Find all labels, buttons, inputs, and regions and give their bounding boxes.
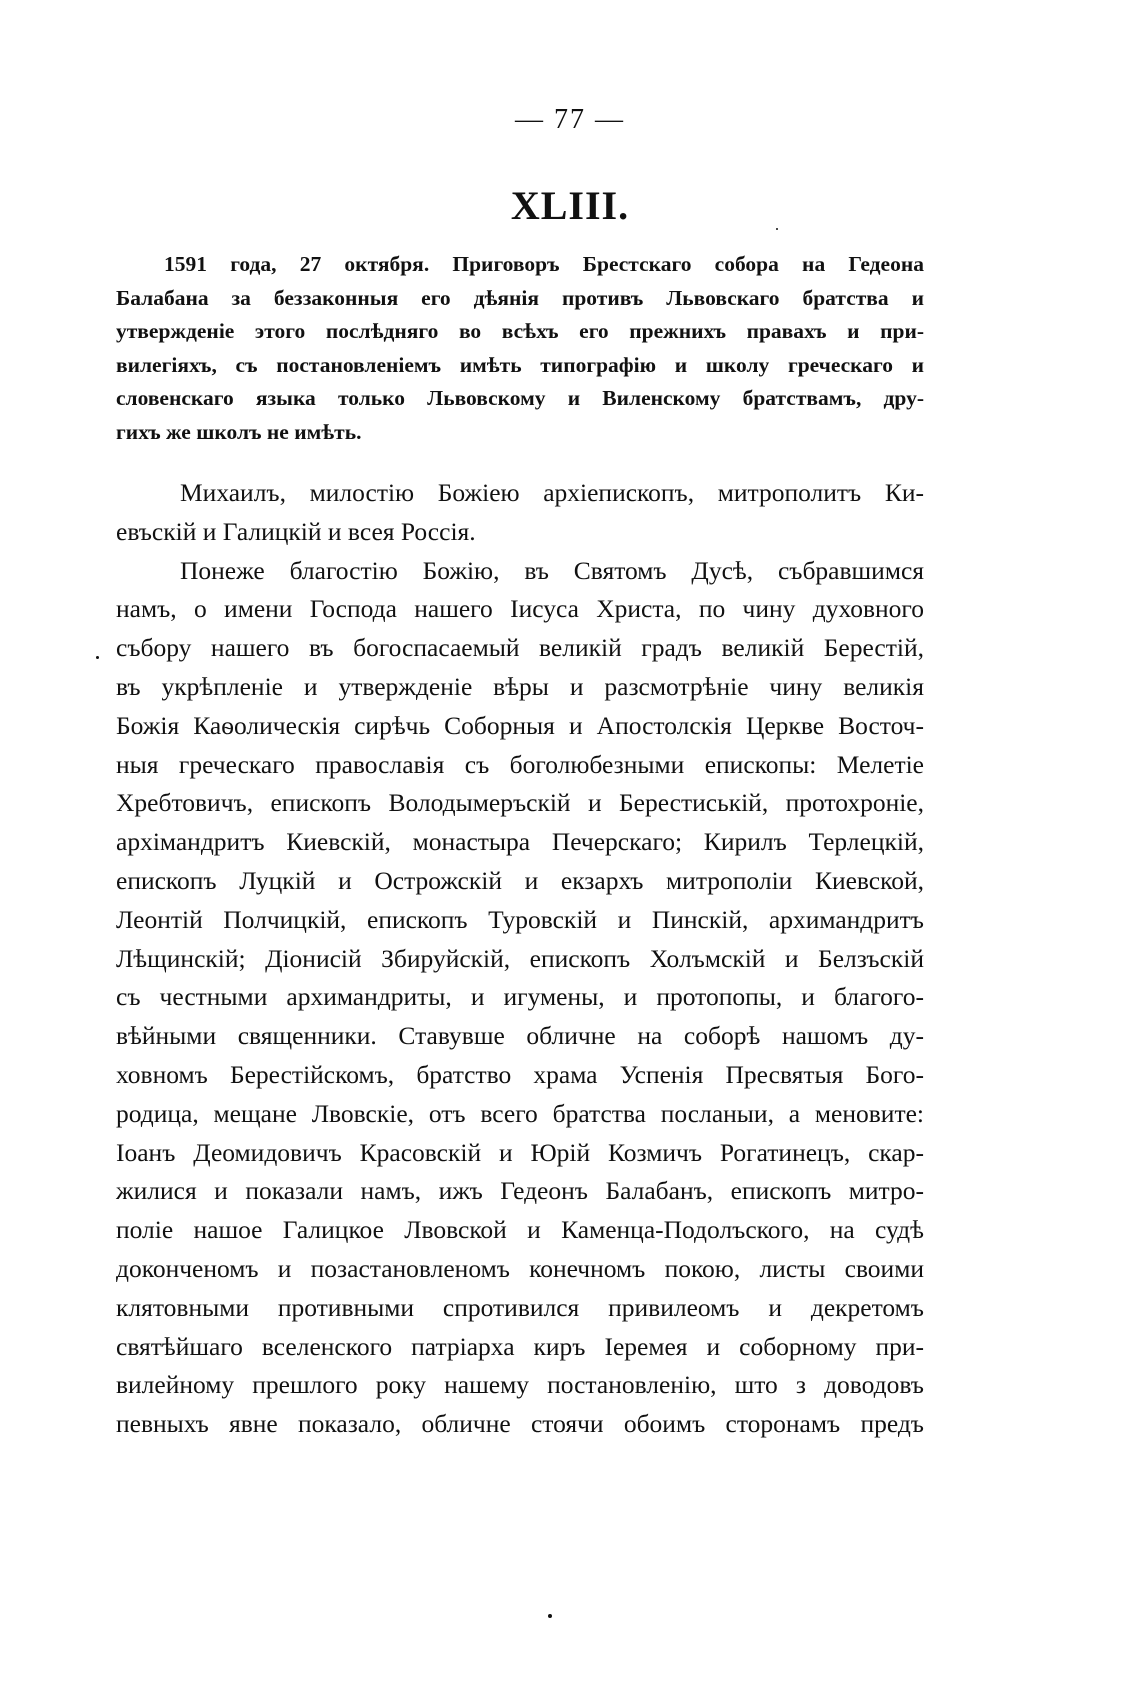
body-line: ховномъ Берестійскомъ, братство храма Успенія Пресвятыя Бого- bbox=[116, 1059, 924, 1089]
body-line: евъскій и Галицкій и всея Россія. bbox=[116, 516, 476, 546]
section-numeral: XLIII. bbox=[510, 183, 630, 228]
body-line: Леонтій Полчицкій, епископъ Туровскій и Пинскій, архимандритъ bbox=[116, 904, 924, 934]
body-line: архімандритъ Киевскій, монастыра Печерскаго; Кирилъ Терлецкій, bbox=[116, 827, 924, 857]
body-line: жилися и показали намъ, ижъ Гедеонъ Балабанъ, епископъ митро- bbox=[116, 1176, 924, 1206]
body-line: певныхъ явне показало, обличне стоячи обоимъ сторонамъ предъ bbox=[116, 1409, 924, 1439]
summary-line: гихъ же школъ не имѣть. bbox=[116, 419, 362, 444]
body-line: вѣйными священники. Ставувше обличне на соборѣ нашомъ ду- bbox=[116, 1021, 924, 1051]
body-line: родица, мещане Лвовскіе, отъ всего братства посланыи, а меновите: bbox=[116, 1098, 924, 1128]
summary-paragraph bbox=[116, 248, 924, 449]
body-line: Хребтовичъ, епископъ Володымеръскій и Берестиській, протохроніе, bbox=[116, 788, 924, 818]
document-summary bbox=[116, 248, 924, 449]
page-number: — 77 — bbox=[515, 104, 625, 135]
body-line: събору нашего въ богоспасаемый великій градъ великій Берестій, bbox=[116, 633, 924, 663]
print-speck bbox=[548, 1614, 552, 1618]
body-paragraph-greeting bbox=[116, 474, 924, 552]
summary-line: утвержденіе этого послѣдняго во всѣхъ его прежнихъ правахъ и при- bbox=[116, 319, 924, 343]
body-line: Божія Каѳолическія сирѣчь Соборныя и Апостолскія Церкве Восточ- bbox=[116, 710, 924, 740]
body-line: святѣйшаго вселенского патріарха киръ Іеремея и соборному при- bbox=[116, 1331, 924, 1361]
print-speck bbox=[96, 656, 99, 659]
body-line: ныя греческаго православія съ боголюбезными епископы: Мелетіе bbox=[116, 749, 924, 779]
print-speck bbox=[776, 228, 778, 230]
body-line: намъ, о имени Господа нашего Іисуса Христа, по чину духовного bbox=[116, 594, 924, 624]
body-line: вилейному прешлого року нашему постановленію, што з доводовъ bbox=[116, 1370, 924, 1400]
body-line: Понеже благостію Божію, въ Святомъ Дусѣ, събравшимся bbox=[180, 555, 924, 585]
body-line: въ укрѣпленіе и утвержденіе вѣры и разсмотрѣніе чину великія bbox=[116, 671, 924, 701]
summary-line: словенскаго языка только Львовскому и Виленскому братствамъ, дру- bbox=[116, 386, 924, 410]
body-line: Іоанъ Деомидовичъ Красовскій и Юрій Козмичъ Рогатинецъ, скар- bbox=[116, 1137, 924, 1167]
body-line: поліе нашое Галицкое Лвовской и Каменца-Подолъского, на судѣ bbox=[116, 1215, 924, 1245]
body-line: доконченомъ и позастановленомъ конечномъ покою, листы своими bbox=[116, 1253, 924, 1283]
body-line: Лѣщинскій; Діонисій Збируйскій, епископъ Холъмскій и Белзъскій bbox=[116, 943, 924, 973]
summary-line: Балабана за беззаконныя его дѣянія противъ Львовскаго братства и bbox=[116, 285, 924, 310]
body-paragraph-main bbox=[116, 552, 924, 1444]
summary-line: 1591 года, 27 октября. Приговоръ Брестскаго собора на Гедеона bbox=[164, 252, 924, 276]
document-body bbox=[116, 474, 924, 1444]
summary-line: вилегіяхъ, съ постановленіемъ имѣть типографію и школу греческаго и bbox=[116, 352, 924, 377]
body-line: Михаилъ, милостію Божіею архіепископъ, митрополитъ Ки- bbox=[180, 478, 924, 507]
body-line: епископъ Луцкій и Острожскій и екзархъ митрополіи Киевской, bbox=[116, 865, 924, 895]
body-line: съ честными архимандриты, и игумены, и протопопы, и благого- bbox=[116, 982, 924, 1012]
body-line: клятовными противными спротивился привилеомъ и декретомъ bbox=[116, 1292, 924, 1322]
